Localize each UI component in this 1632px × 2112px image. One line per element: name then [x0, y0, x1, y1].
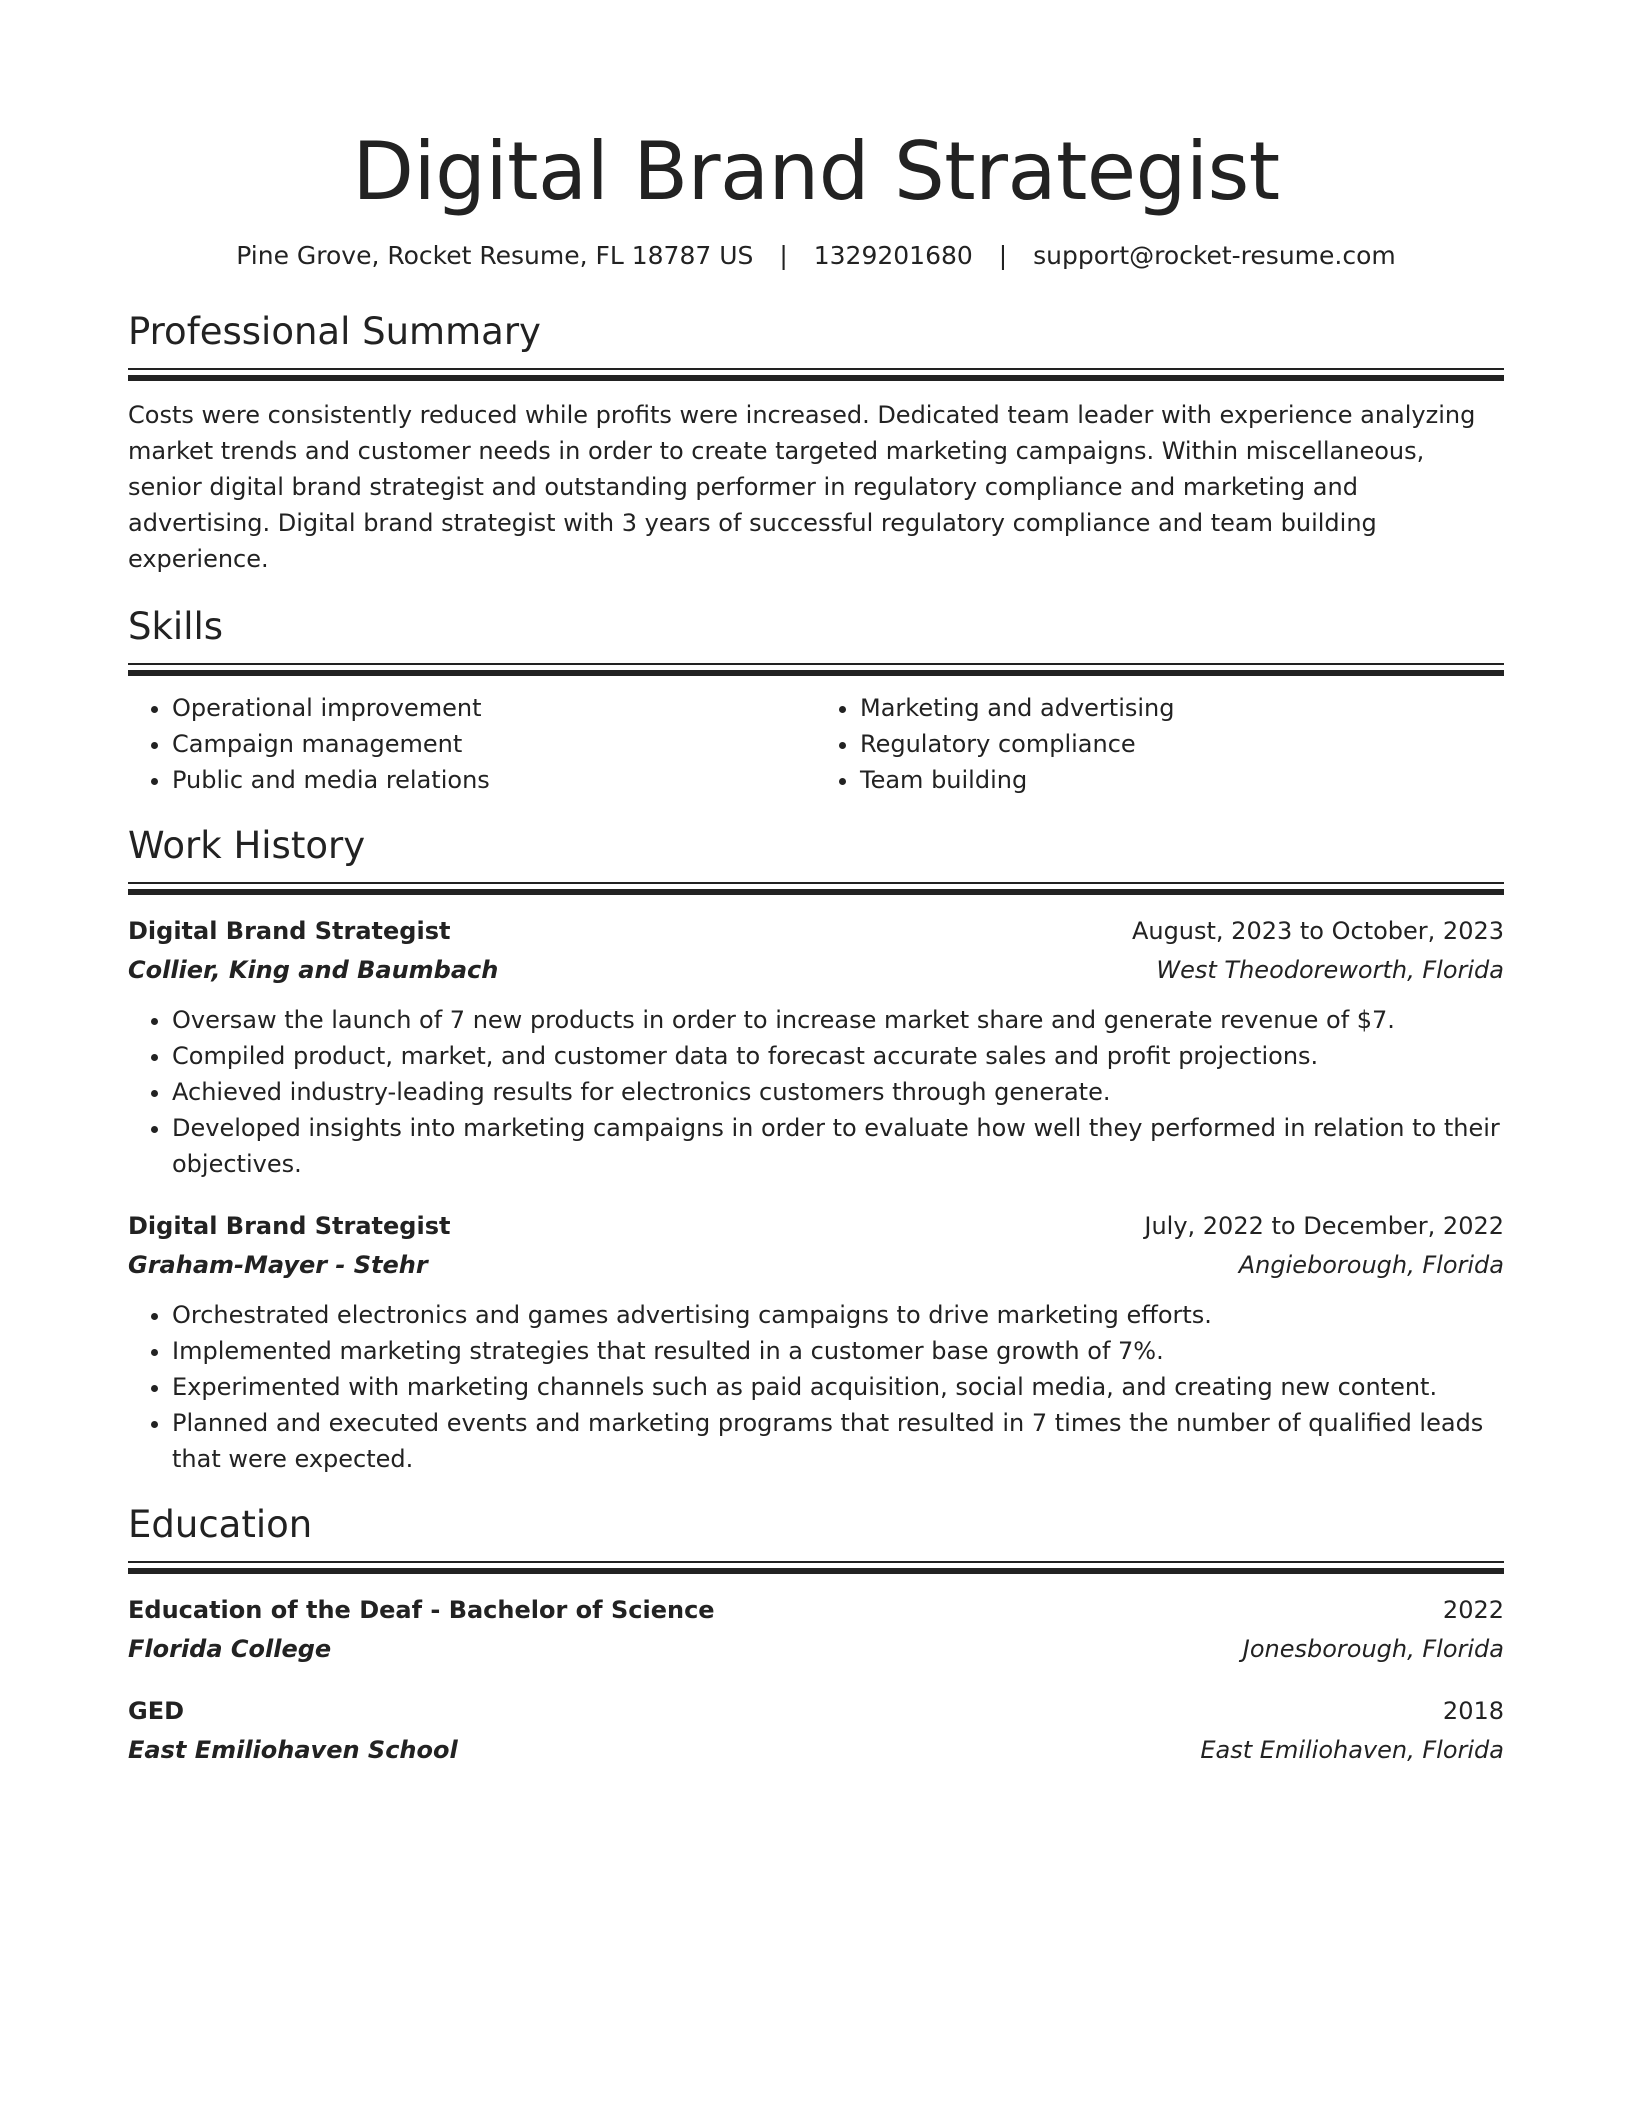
summary-text: Costs were consistently reduced while profits were increased. Dedicated team leader with experience analyzing market trends and customer needs in order to create targeted marketing campaigns. Within miscellaneous, senior digital brand strategist and outstanding performer in regulatory compliance and marketing and advertising. Digital brand strategist with 3 years of successful regulatory compliance and team building experience. [128, 401, 1476, 573]
education-header [128, 1592, 1504, 1628]
job-title: Digital Brand Strategist [128, 1212, 451, 1240]
work-section [128, 822, 1504, 1477]
skills-column-left [128, 690, 816, 798]
job-subheader [128, 1247, 1504, 1283]
skill-item: • Campaign management [172, 726, 816, 762]
job-header [128, 913, 1504, 949]
job-company: Graham-Mayer - Stehr [128, 1251, 428, 1279]
education-subheader [128, 1631, 1504, 1667]
job-bullet: • Implemented marketing strategies that resulted in a customer base growth of 7%. [172, 1333, 1504, 1369]
section-divider [128, 882, 1504, 895]
education-location: Jonesborough, Florida [1242, 1635, 1504, 1663]
education-heading: Education [128, 1503, 313, 1546]
job-bullet: • Developed insights into marketing campaigns in order to evaluate how well they performed in relation to their objectives. [172, 1110, 1504, 1182]
skill-item: • Marketing and advertising [860, 690, 1504, 726]
contact-phone: 1329201680 [813, 241, 973, 270]
job-header [128, 1208, 1504, 1244]
education-section [128, 1501, 1504, 1768]
skills-heading: Skills [128, 605, 224, 648]
job-location: Angieborough, Florida [1238, 1251, 1504, 1279]
education-entry [128, 1592, 1504, 1667]
job-location: West Theodoreworth, Florida [1156, 956, 1504, 984]
education-entry [128, 1693, 1504, 1768]
summary-heading: Professional Summary [128, 310, 541, 353]
job-entry [128, 913, 1504, 1182]
skill-item: • Team building [860, 762, 1504, 798]
job-bullet: • Experimented with marketing channels such as paid acquisition, social media, and creating new content. [172, 1369, 1504, 1405]
job-bullets [128, 1297, 1504, 1477]
education-degree: GED [128, 1697, 185, 1725]
job-title: Digital Brand Strategist [128, 917, 451, 945]
contact-separator: | [998, 241, 1008, 270]
job-bullet: • Orchestrated electronics and games advertising campaigns to drive marketing efforts. [172, 1297, 1504, 1333]
skill-item: • Operational improvement [172, 690, 816, 726]
contact-separator: | [779, 241, 788, 270]
contact-email: support@rocket-resume.com [1033, 241, 1396, 270]
skill-item: • Public and media relations [172, 762, 816, 798]
job-dates: July, 2022 to December, 2022 [1144, 1212, 1504, 1240]
work-heading: Work History [128, 824, 366, 867]
education-year: 2018 [1442, 1697, 1504, 1725]
skill-item: • Regulatory compliance [860, 726, 1504, 762]
job-subheader [128, 952, 1504, 988]
education-school: Florida College [128, 1635, 332, 1663]
contact-address: Pine Grove, Rocket Resume, FL 18787 US [236, 241, 754, 270]
job-bullets [128, 1002, 1504, 1182]
skills-section [128, 603, 1504, 798]
job-bullet: • Compiled product, market, and customer data to forecast accurate sales and profit projections. [172, 1038, 1504, 1074]
job-dates: August, 2023 to October, 2023 [1131, 917, 1504, 945]
education-degree: Education of the Deaf - Bachelor of Science [128, 1596, 715, 1624]
education-subheader [128, 1732, 1504, 1768]
education-location: East Emiliohaven, Florida [1200, 1736, 1504, 1764]
resume-name: Digital Brand Strategist [352, 125, 1280, 218]
section-divider [128, 368, 1504, 381]
skills-list [128, 690, 1504, 798]
job-company: Collier, King and Baumbach [128, 956, 499, 984]
section-divider [128, 1561, 1504, 1574]
contact-line [128, 238, 1504, 274]
job-bullet: • Achieved industry-leading results for electronics customers through generate. [172, 1074, 1504, 1110]
education-header [128, 1693, 1504, 1729]
job-entry [128, 1208, 1504, 1477]
summary-section [128, 308, 1504, 577]
job-bullet: • Planned and executed events and marketing programs that resulted in 7 times the number of qualified leads that were expected. [172, 1405, 1504, 1477]
education-year: 2022 [1442, 1596, 1504, 1624]
education-school: East Emiliohaven School [128, 1736, 458, 1764]
job-bullet: • Oversaw the launch of 7 new products in order to increase market share and generate revenue of $7. [172, 1002, 1504, 1038]
section-divider [128, 663, 1504, 676]
skills-column-right [816, 690, 1504, 798]
